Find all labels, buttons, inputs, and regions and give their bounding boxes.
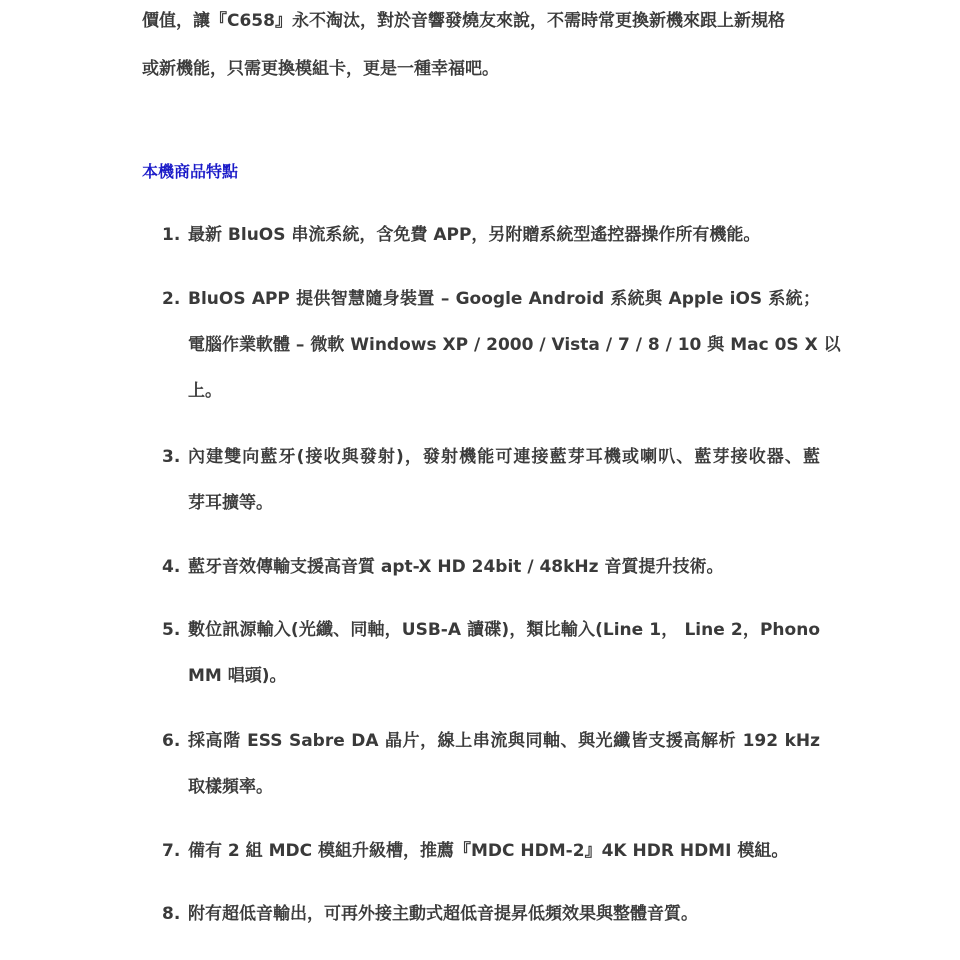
feature-text-line: 芽耳擴等。	[188, 493, 273, 513]
feature-text-line: 內建雙向藍牙(接收與發射)，發射機能可連接藍芽耳機或喇叭、藍芽接收器、藍	[188, 447, 820, 467]
feature-text-line: 採高階 ESS Sabre DA 晶片，線上串流與同軸、與光纖皆支援高解析 192 kHz	[188, 731, 820, 751]
feature-text-line: 最新 BluOS 串流系統，含免費 APP，另附贈系統型遙控器操作所有機能。	[188, 225, 761, 245]
feature-number: 5.	[162, 620, 181, 640]
feature-text-line: 數位訊源輸入(光纖、同軸，USB-A 讀碟)，類比輸入(Line 1， Line 2，Phono	[188, 620, 820, 640]
feature-text-line: 取樣頻率。	[188, 777, 273, 797]
feature-number: 6.	[162, 731, 181, 751]
feature-text-line: 藍牙音效傳輸支援高音質 apt-X HD 24bit / 48kHz 音質提升技術。	[188, 557, 724, 577]
section-heading-product-features: 本機商品特點	[142, 162, 239, 181]
feature-text-line: 電腦作業軟體 – 微軟 Windows XP / 2000 / Vista / 7 / 8 / 10 與 Mac 0S X 以	[188, 335, 841, 355]
feature-number: 1.	[162, 225, 181, 245]
feature-text-line: BluOS APP 提供智慧隨身裝置 – Google Android 系統與 Apple iOS 系統；	[188, 289, 820, 309]
feature-number: 3.	[162, 447, 181, 467]
intro-paragraph-line-2: 或新機能，只需更換模組卡，更是一種幸福吧。	[142, 59, 499, 79]
feature-text-line: 上。	[188, 381, 222, 401]
intro-paragraph-line-1: 價值，讓『C658』永不淘汰，對於音響發燒友來說，不需時常更換新機來跟上新規格	[142, 11, 785, 31]
feature-text-line: MM 唱頭)。	[188, 666, 287, 686]
feature-number: 4.	[162, 557, 181, 577]
feature-number: 8.	[162, 904, 181, 924]
feature-number: 2.	[162, 289, 181, 309]
feature-text-line: 附有超低音輸出，可再外接主動式超低音提昇低頻效果與整體音質。	[188, 904, 698, 924]
feature-text-line: 備有 2 組 MDC 模組升級槽，推薦『MDC HDM-2』4K HDR HDMI 模組。	[188, 841, 789, 861]
feature-number: 7.	[162, 841, 181, 861]
